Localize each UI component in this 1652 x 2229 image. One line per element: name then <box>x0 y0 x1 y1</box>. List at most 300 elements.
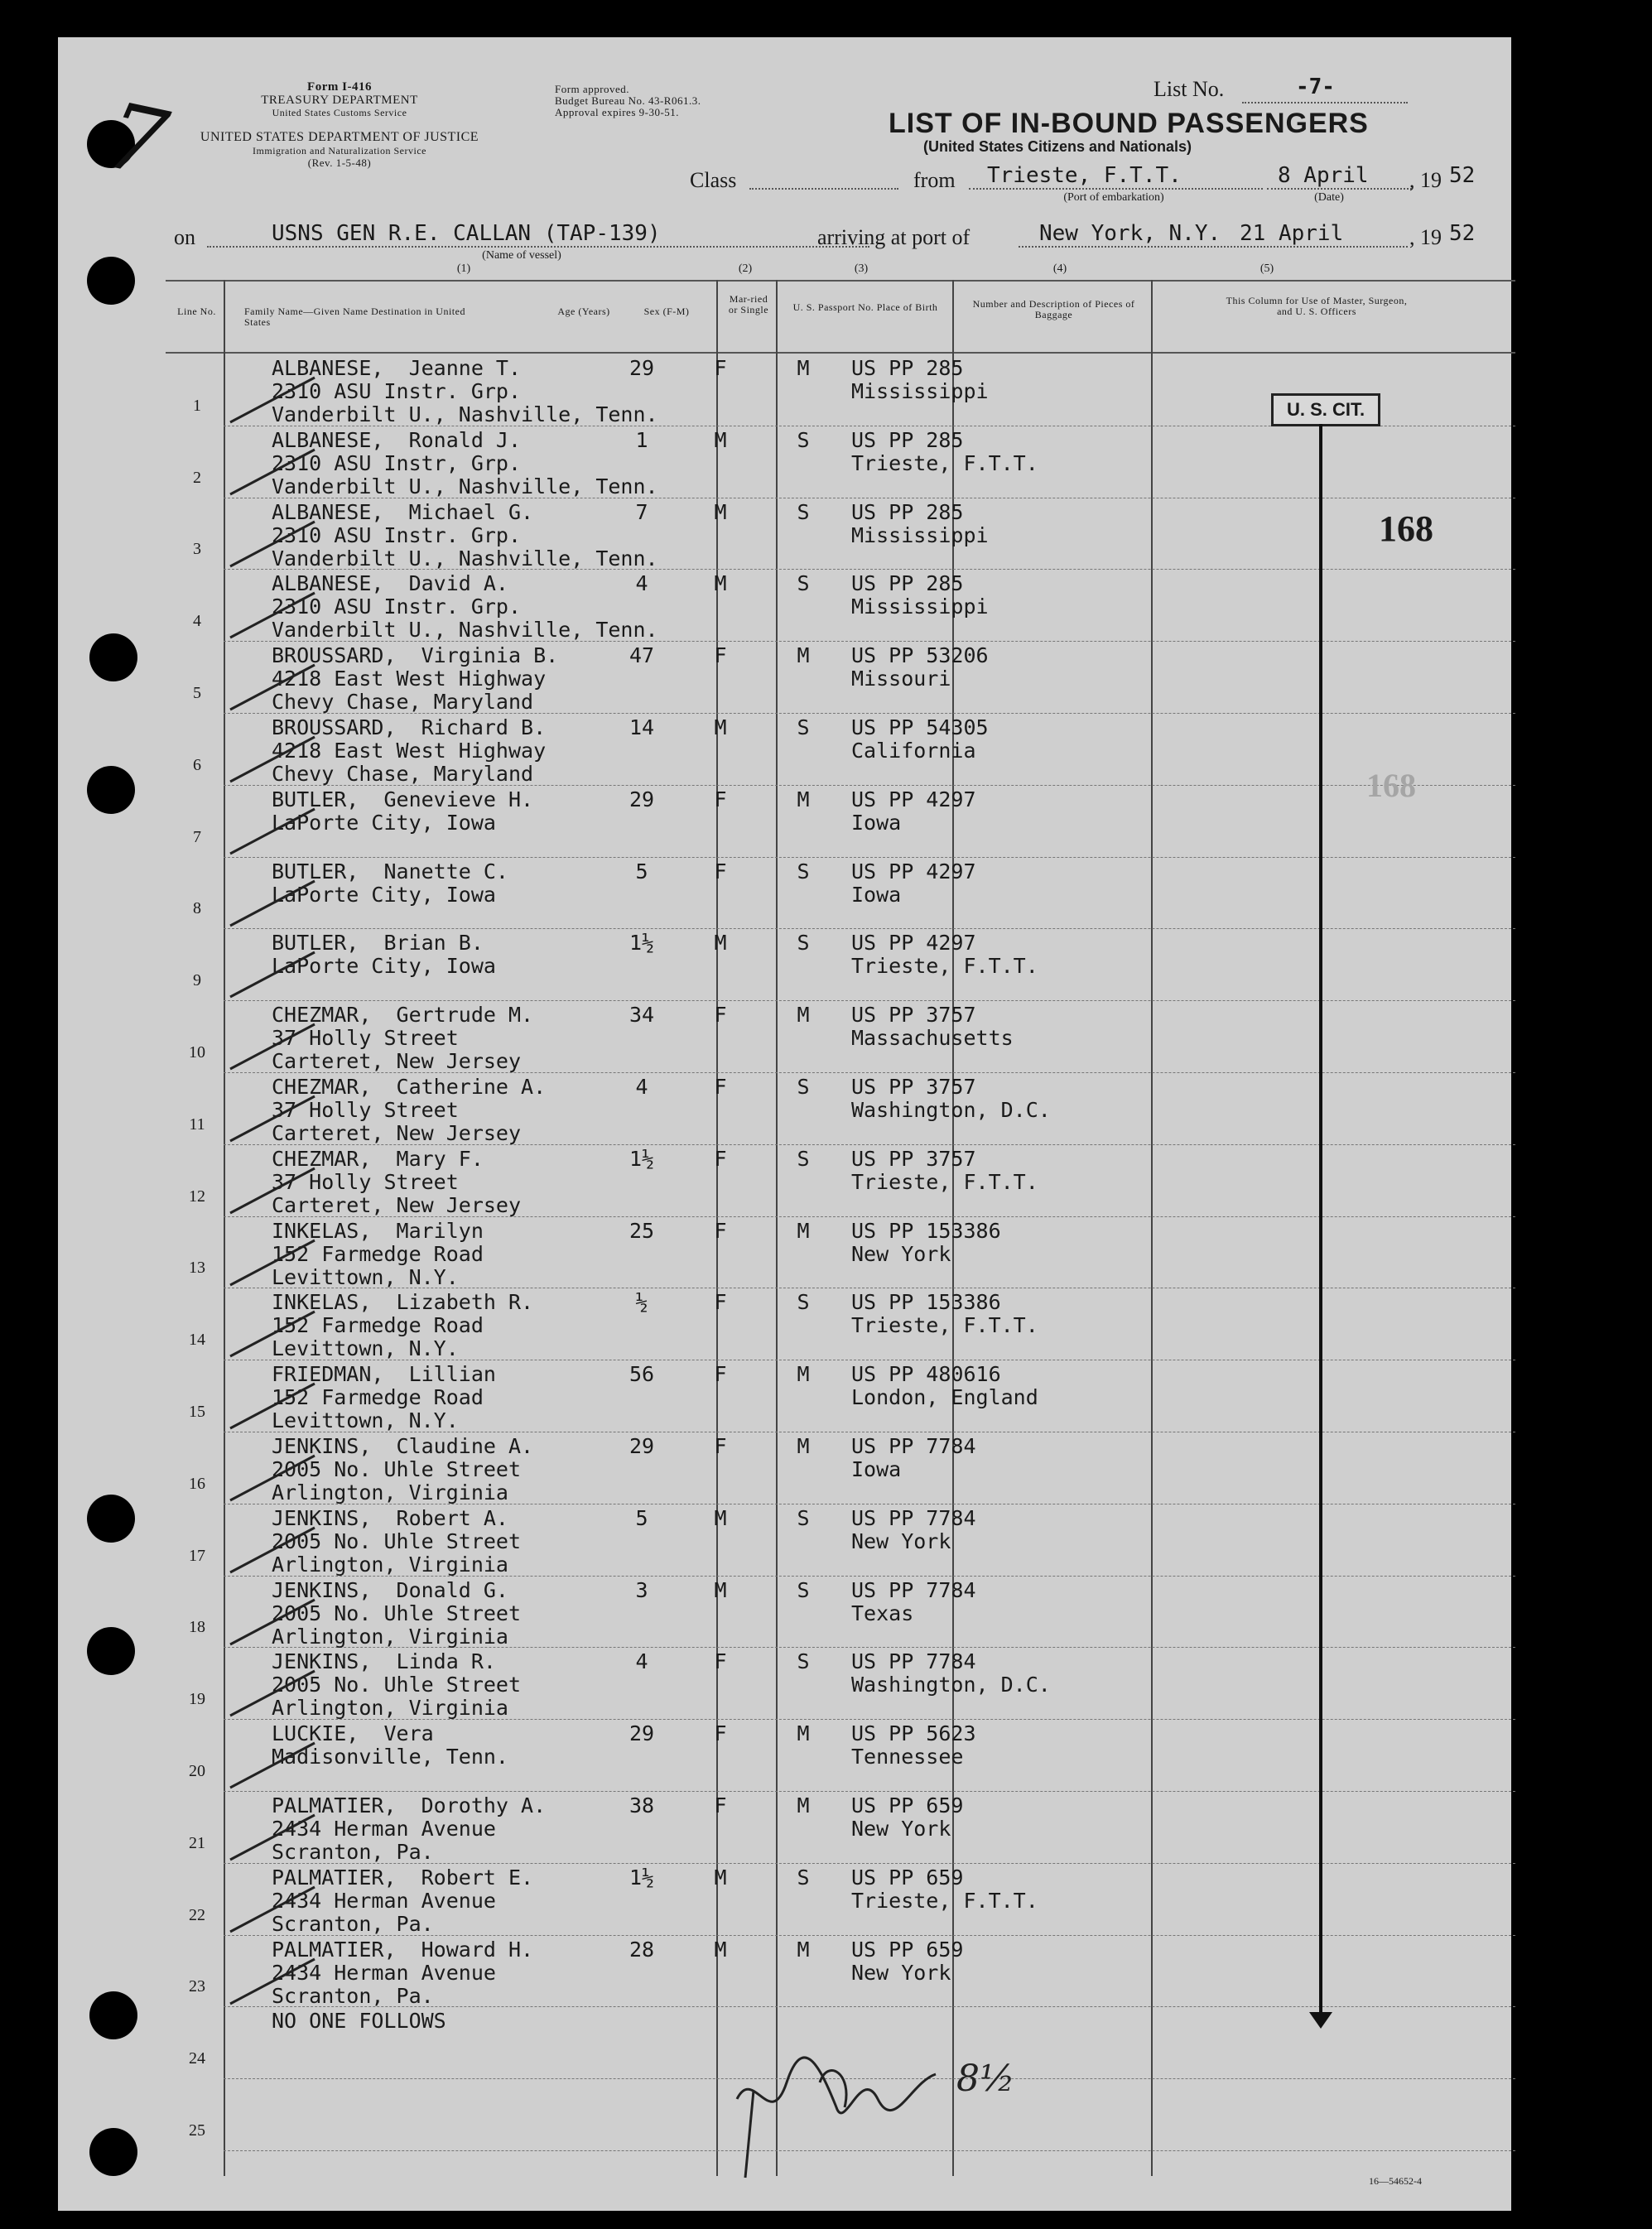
arrival-year: 52 <box>1449 221 1476 246</box>
passenger-name: NO ONE FOLLOWS <box>272 2009 446 2034</box>
passenger-age: 29 <box>629 787 655 811</box>
col-number-1: (1) <box>456 262 471 275</box>
marital-status: M <box>797 1721 810 1746</box>
passport-number: US PP 7784 <box>851 1649 976 1674</box>
table-row <box>58 929 1511 1001</box>
line-number: 7 <box>193 827 201 846</box>
passenger-name: ALBANESE, Ronald J. <box>272 427 522 452</box>
address-line-1: 152 Farmedge Road <box>272 1313 484 1338</box>
on-label: on <box>174 225 195 249</box>
address-line-2: Scranton, Pa. <box>272 1840 434 1864</box>
list-no-label: List No. <box>1154 77 1225 101</box>
line-number: 19 <box>189 1690 205 1709</box>
table-row <box>58 714 1511 786</box>
place-of-birth: California <box>851 739 976 763</box>
revision: (Rev. 1-5-48) <box>307 156 372 169</box>
line-number: 2 <box>193 468 201 487</box>
passenger-age: 1½ <box>629 931 655 956</box>
line-number: 16 <box>189 1474 205 1493</box>
passenger-name: ALBANESE, Michael G. <box>272 499 534 524</box>
address-line-2: Scranton, Pa. <box>272 1983 434 2008</box>
address-line-1: 2005 No. Uhle Street <box>272 1673 522 1697</box>
arriving-label: arriving at port of <box>817 225 970 249</box>
passenger-name: BROUSSARD, Richard B. <box>272 715 547 739</box>
table-row <box>58 1504 1511 1577</box>
line-number: 12 <box>189 1187 205 1206</box>
address-line-2: Vanderbilt U., Nashville, Tenn. <box>272 618 658 643</box>
passport-number: US PP 153386 <box>851 1218 1001 1243</box>
line-number: 24 <box>189 2049 205 2068</box>
place-of-birth: Mississippi <box>851 595 989 619</box>
marital-status: S <box>797 931 810 956</box>
check-mark <box>224 1090 323 1148</box>
passenger-name: JENKINS, Claudine A. <box>272 1434 534 1458</box>
passenger-sex: F <box>714 1793 727 1817</box>
line-number: 17 <box>189 1546 205 1565</box>
marital-status: M <box>797 1362 810 1387</box>
passport-number: US PP 54305 <box>851 715 989 739</box>
address-line-2: Vanderbilt U., Nashville, Tenn. <box>272 546 658 570</box>
address-line-1: 2434 Herman Avenue <box>272 1817 496 1841</box>
header-bottom-border <box>166 352 1515 354</box>
check-mark <box>224 371 323 429</box>
line-number: 5 <box>193 683 201 702</box>
marital-status: S <box>797 1075 810 1099</box>
passenger-sex: F <box>714 1146 727 1171</box>
check-mark <box>224 1305 323 1363</box>
address-line-1: 2310 ASU Instr. Grp. <box>272 595 522 619</box>
address-line-2: Arlington, Virginia <box>272 1552 508 1577</box>
passenger-sex: M <box>714 1865 727 1890</box>
passenger-age: 47 <box>629 643 655 668</box>
marital-status: S <box>797 1865 810 1890</box>
page-subtitle: (United States Citizens and Nationals) <box>923 138 1192 155</box>
header-passport: U. S. Passport No. Place of Birth <box>792 301 938 313</box>
marital-status: S <box>797 859 810 883</box>
header-officers: This Column for Use of Master, Surgeon, and U. S. Officers <box>1226 295 1408 317</box>
passenger-sex: F <box>714 859 727 883</box>
passenger-sex: M <box>714 427 727 452</box>
marital-status: S <box>797 1146 810 1171</box>
address-line-1: 2434 Herman Avenue <box>272 1888 496 1913</box>
check-mark <box>224 1808 323 1866</box>
port-of-embarkation: Trieste, F.T.T. <box>987 163 1182 188</box>
passport-number: US PP 285 <box>851 427 964 452</box>
passport-number: US PP 285 <box>851 571 964 596</box>
passenger-name: PALMATIER, Howard H. <box>272 1937 534 1962</box>
check-mark <box>224 1377 323 1435</box>
marital-status: S <box>797 1577 810 1602</box>
passenger-name: CHEZMAR, Catherine A. <box>272 1075 547 1099</box>
passenger-name: FRIEDMAN, Lillian <box>272 1362 496 1387</box>
passenger-sex: M <box>714 931 727 956</box>
place-of-birth: New York <box>851 1817 951 1841</box>
marital-status: S <box>797 499 810 524</box>
justice-dept: UNITED STATES DEPARTMENT OF JUSTICE <box>200 130 479 144</box>
passenger-sex: M <box>714 571 727 596</box>
line-number: 11 <box>189 1114 205 1134</box>
address-line-1: 37 Holly Street <box>272 1026 459 1051</box>
marital-status: M <box>797 787 810 811</box>
passenger-name: BUTLER, Genevieve H. <box>272 787 534 811</box>
place-of-birth: Iowa <box>851 810 902 835</box>
passenger-name: PALMATIER, Robert E. <box>272 1865 534 1890</box>
passenger-sex: F <box>714 1218 727 1243</box>
check-mark <box>224 515 323 573</box>
check-mark <box>224 586 323 644</box>
header-name: Family Name—Given Name Destination in United States <box>244 306 465 328</box>
table-row <box>58 1648 1511 1720</box>
check-mark <box>224 1162 323 1220</box>
marital-status: S <box>797 427 810 452</box>
passenger-age: 1 <box>635 427 648 452</box>
marital-status: M <box>797 1218 810 1243</box>
passenger-age: 29 <box>629 356 655 380</box>
table-row <box>58 1145 1511 1217</box>
check-mark <box>224 1736 323 1794</box>
page-title: LIST OF IN-BOUND PASSENGERS <box>889 108 1369 139</box>
address-line-1: 37 Holly Street <box>272 1169 459 1194</box>
passenger-age: 38 <box>629 1793 655 1817</box>
place-of-birth: Iowa <box>851 1457 902 1481</box>
marital-status: S <box>797 1649 810 1674</box>
port-embark-caption: (Port of embarkation) <box>1063 191 1164 204</box>
line-number: 3 <box>193 540 201 559</box>
passport-number: US PP 285 <box>851 499 964 524</box>
table-row <box>58 1001 1511 1073</box>
address-line-1: 4218 East West Highway <box>272 667 547 691</box>
check-mark <box>224 1521 323 1579</box>
passenger-name: INKELAS, Lizabeth R. <box>272 1290 534 1315</box>
line-number: 10 <box>189 1042 205 1062</box>
line-number: 6 <box>193 755 201 774</box>
header-married: Mar-ried or Single <box>728 293 769 315</box>
col-number-3: (3) <box>854 262 869 275</box>
header-line-no: Line No. <box>177 306 216 317</box>
marital-status: S <box>797 715 810 739</box>
address-line-1: 2434 Herman Avenue <box>272 1960 496 1985</box>
check-mark <box>224 1952 323 2010</box>
table-top-border <box>166 280 1515 282</box>
place-of-birth: Trieste, F.T.T. <box>851 450 1038 475</box>
vessel-caption: (Name of vessel) <box>482 249 561 262</box>
passport-number: US PP 7784 <box>851 1577 976 1602</box>
address-line-2: Carteret, New Jersey <box>272 1192 522 1217</box>
passenger-age: 5 <box>635 859 648 883</box>
table-row <box>58 426 1511 498</box>
us-citizen-stamp: U. S. CIT. <box>1271 393 1380 426</box>
passenger-sex: F <box>714 1003 727 1028</box>
passenger-age: 5 <box>635 1505 648 1530</box>
check-mark <box>224 1664 323 1722</box>
bracket-arrow <box>1309 2012 1332 2029</box>
place-of-birth: Trieste, F.T.T. <box>851 1888 1038 1913</box>
line-number: 23 <box>189 1977 205 1996</box>
place-of-birth: Tennessee <box>851 1745 964 1769</box>
marital-status: M <box>797 1937 810 1962</box>
signature-note: 8½ <box>956 2058 1015 2100</box>
table-row <box>58 1288 1511 1360</box>
table-row <box>58 1432 1511 1504</box>
place-of-birth: New York <box>851 1529 951 1553</box>
passenger-name: PALMATIER, Dorothy A. <box>272 1793 547 1817</box>
marital-status: M <box>797 1434 810 1458</box>
address-line-1: 2310 ASU Instr, Grp. <box>272 450 522 475</box>
passenger-name: BUTLER, Nanette C. <box>272 859 508 883</box>
line-number: 9 <box>193 971 201 990</box>
embarkation-year: 52 <box>1449 163 1476 188</box>
address-line-2: Arlington, Virginia <box>272 1696 508 1721</box>
passenger-name: CHEZMAR, Gertrude M. <box>272 1003 534 1028</box>
passenger-sex: M <box>714 715 727 739</box>
passenger-name: BROUSSARD, Virginia B. <box>272 643 559 668</box>
place-of-birth: Trieste, F.T.T. <box>851 1313 1038 1338</box>
passenger-sex: F <box>714 1649 727 1674</box>
passenger-age: 34 <box>629 1003 655 1028</box>
address-line-2: Levittown, N.Y. <box>272 1336 459 1361</box>
passenger-age: 14 <box>629 715 655 739</box>
port-embark-line <box>969 188 1263 190</box>
check-mark <box>224 443 323 501</box>
line-number: 15 <box>189 1402 205 1421</box>
passenger-sex: M <box>714 1505 727 1530</box>
passenger-age: 28 <box>629 1937 655 1962</box>
arrival-date: 21 April <box>1240 221 1344 246</box>
passenger-count: 168 <box>1379 508 1433 549</box>
address-line-2: Levittown, N.Y. <box>272 1264 459 1289</box>
passenger-age: 7 <box>635 499 648 524</box>
embark-date-line <box>1267 188 1412 190</box>
table-row <box>58 1720 1511 1792</box>
passport-number: US PP 3757 <box>851 1075 976 1099</box>
address-line-2: Arlington, Virginia <box>272 1624 508 1649</box>
customs-service: United States Customs Service <box>272 107 407 118</box>
address-line-1: 2005 No. Uhle Street <box>272 1457 522 1481</box>
header-age: Age (Years) <box>557 306 610 317</box>
passenger-sex: F <box>714 1434 727 1458</box>
address-line-1: 2005 No. Uhle Street <box>272 1601 522 1625</box>
passenger-name: BUTLER, Brian B. <box>272 931 484 956</box>
check-mark <box>224 1880 323 1938</box>
table-row <box>58 570 1511 642</box>
table-row <box>58 1073 1511 1145</box>
address-line-2: Vanderbilt U., Nashville, Tenn. <box>272 474 658 498</box>
passenger-sex: M <box>714 499 727 524</box>
table-row <box>58 786 1511 858</box>
place-of-birth: New York <box>851 1241 951 1266</box>
check-mark <box>224 946 323 1004</box>
place-of-birth: Mississippi <box>851 379 989 403</box>
passport-number: US PP 659 <box>851 1793 964 1817</box>
class-label: Class <box>690 168 737 192</box>
budget-bureau: Budget Bureau No. 43-R061.3. <box>555 94 701 107</box>
class-line <box>749 188 898 190</box>
ins-service: Immigration and Naturalization Service <box>253 145 426 156</box>
address-line-1: LaPorte City, Iowa <box>272 882 496 907</box>
passport-number: US PP 5623 <box>851 1721 976 1746</box>
marital-status: S <box>797 1290 810 1315</box>
manifest-page <box>58 37 1511 2211</box>
line-number: 13 <box>189 1259 205 1278</box>
passenger-sex: F <box>714 643 727 668</box>
check-mark <box>224 802 323 860</box>
line-number: 1 <box>193 396 201 415</box>
passenger-count-faint: 168 <box>1366 767 1416 804</box>
table-row <box>58 1360 1511 1432</box>
col-number-4: (4) <box>1052 262 1067 275</box>
arrival-year-prefix: , 19 <box>1409 225 1442 249</box>
place-of-birth: Texas <box>851 1601 914 1625</box>
check-mark <box>224 658 323 716</box>
col-number-5: (5) <box>1259 262 1274 275</box>
passenger-age: 3 <box>635 1577 648 1602</box>
passport-number: US PP 53206 <box>851 643 989 668</box>
passenger-name: LUCKIE, Vera <box>272 1721 434 1746</box>
address-line-1: 37 Holly Street <box>272 1098 459 1122</box>
address-line-1: LaPorte City, Iowa <box>272 810 496 835</box>
passenger-name: JENKINS, Robert A. <box>272 1505 508 1530</box>
passenger-age: 29 <box>629 1434 655 1458</box>
place-of-birth: New York <box>851 1960 951 1985</box>
passport-number: US PP 4297 <box>851 859 976 883</box>
vessel-name: USNS GEN R.E. CALLAN (TAP-139) <box>272 221 661 246</box>
check-mark <box>224 1018 323 1076</box>
marital-status: M <box>797 643 810 668</box>
passenger-sex: M <box>714 1577 727 1602</box>
marital-status: S <box>797 571 810 596</box>
table-row <box>58 498 1511 570</box>
footer-print-code: 16—54652-4 <box>1369 2175 1422 2187</box>
check-mark <box>224 730 323 788</box>
address-line-1: LaPorte City, Iowa <box>272 954 496 979</box>
line-number: 25 <box>189 2121 205 2140</box>
passenger-sex: F <box>714 1721 727 1746</box>
address-line-2: Levittown, N.Y. <box>272 1408 459 1433</box>
passenger-age: 4 <box>635 1649 648 1674</box>
passport-number: US PP 659 <box>851 1937 964 1962</box>
address-line-1: 4218 East West Highway <box>272 739 547 763</box>
address-line-1: 2310 ASU Instr. Grp. <box>272 379 522 403</box>
approval-expiry: Approval expires 9-30-51. <box>555 106 680 118</box>
passenger-name: JENKINS, Linda R. <box>272 1649 496 1674</box>
arrival-port: New York, N.Y. <box>1039 221 1221 246</box>
check-mark <box>224 874 323 932</box>
place-of-birth: Missouri <box>851 667 951 691</box>
passport-number: US PP 4297 <box>851 931 976 956</box>
address-line-2: Carteret, New Jersey <box>272 1121 522 1145</box>
passenger-age: 1½ <box>629 1146 655 1171</box>
treasury-dept: TREASURY DEPARTMENT <box>261 94 418 107</box>
address-line-2: Chevy Chase, Maryland <box>272 762 534 786</box>
inspector-signature <box>720 2033 969 2182</box>
table-row <box>58 1577 1511 1649</box>
passenger-age: 29 <box>629 1721 655 1746</box>
place-of-birth: Mississippi <box>851 522 989 547</box>
list-no: -7- <box>1296 75 1335 99</box>
place-of-birth: Trieste, F.T.T. <box>851 1169 1038 1194</box>
marital-status: M <box>797 356 810 380</box>
check-mark <box>224 1449 323 1507</box>
from-label: from <box>913 168 956 192</box>
punch-hole <box>87 257 135 305</box>
passenger-sex: F <box>714 787 727 811</box>
address-line-1: 152 Farmedge Road <box>272 1385 484 1410</box>
passenger-name: ALBANESE, Jeanne T. <box>272 356 522 380</box>
citizen-bracket-line <box>1319 424 1322 2022</box>
check-mark <box>224 1593 323 1651</box>
address-line-1: Madisonville, Tenn. <box>272 1745 508 1769</box>
passenger-age: 25 <box>629 1218 655 1243</box>
place-of-birth: Trieste, F.T.T. <box>851 954 1038 979</box>
marital-status: S <box>797 1505 810 1530</box>
passenger-age: 1½ <box>629 1865 655 1890</box>
table-row <box>58 642 1511 714</box>
place-of-birth: Washington, D.C. <box>851 1673 1051 1697</box>
passport-number: US PP 3757 <box>851 1146 976 1171</box>
address-line-2: Carteret, New Jersey <box>272 1049 522 1074</box>
table-row <box>58 1936 1511 2008</box>
passenger-sex: F <box>714 1362 727 1387</box>
passport-number: US PP 7784 <box>851 1434 976 1458</box>
embark-year-prefix: , 19 <box>1409 168 1442 192</box>
line-number: 14 <box>189 1331 205 1350</box>
table-row <box>58 1864 1511 1936</box>
passport-number: US PP 7784 <box>851 1505 976 1530</box>
address-line-1: 2310 ASU Instr. Grp. <box>272 522 522 547</box>
passenger-name: CHEZMAR, Mary F. <box>272 1146 484 1171</box>
vessel-line <box>207 246 869 248</box>
passport-number: US PP 480616 <box>851 1362 1001 1387</box>
passenger-sex: F <box>714 1075 727 1099</box>
line-number: 18 <box>189 1618 205 1637</box>
address-line-1: 2005 No. Uhle Street <box>272 1529 522 1553</box>
arrival-line <box>1019 246 1408 248</box>
approval-line: Form approved. <box>555 83 630 95</box>
passport-number: US PP 3757 <box>851 1003 976 1028</box>
place-of-birth: Washington, D.C. <box>851 1098 1051 1122</box>
date-caption: (Date) <box>1314 191 1344 204</box>
passenger-sex: F <box>714 356 727 380</box>
table-row <box>58 1792 1511 1864</box>
passport-number: US PP 659 <box>851 1865 964 1890</box>
marital-status: M <box>797 1003 810 1028</box>
passenger-name: INKELAS, Marilyn <box>272 1218 484 1243</box>
place-of-birth: Iowa <box>851 882 902 907</box>
col-number-2: (2) <box>738 262 753 275</box>
line-number: 8 <box>193 899 201 918</box>
header-sex: Sex (F-M) <box>643 306 690 317</box>
passenger-age: 4 <box>635 571 648 596</box>
address-line-2: Vanderbilt U., Nashville, Tenn. <box>272 402 658 426</box>
passenger-sex: F <box>714 1290 727 1315</box>
passenger-sex: M <box>714 1937 727 1962</box>
address-line-2: Scranton, Pa. <box>272 1911 434 1936</box>
line-number: 20 <box>189 1761 205 1780</box>
passport-number: US PP 285 <box>851 356 964 380</box>
address-line-2: Chevy Chase, Maryland <box>272 690 534 715</box>
passport-number: US PP 153386 <box>851 1290 1001 1315</box>
passenger-age: 4 <box>635 1075 648 1099</box>
embarkation-date: 8 April <box>1278 163 1369 188</box>
table-row <box>58 1217 1511 1289</box>
passenger-table <box>58 354 1511 2176</box>
list-no-line <box>1242 102 1408 104</box>
place-of-birth: Massachusetts <box>851 1026 1014 1051</box>
address-line-1: 152 Farmedge Road <box>272 1241 484 1266</box>
place-of-birth: London, England <box>851 1385 1038 1410</box>
handwritten-number: 7 <box>97 82 176 198</box>
form-number: Form I-416 <box>307 80 372 94</box>
